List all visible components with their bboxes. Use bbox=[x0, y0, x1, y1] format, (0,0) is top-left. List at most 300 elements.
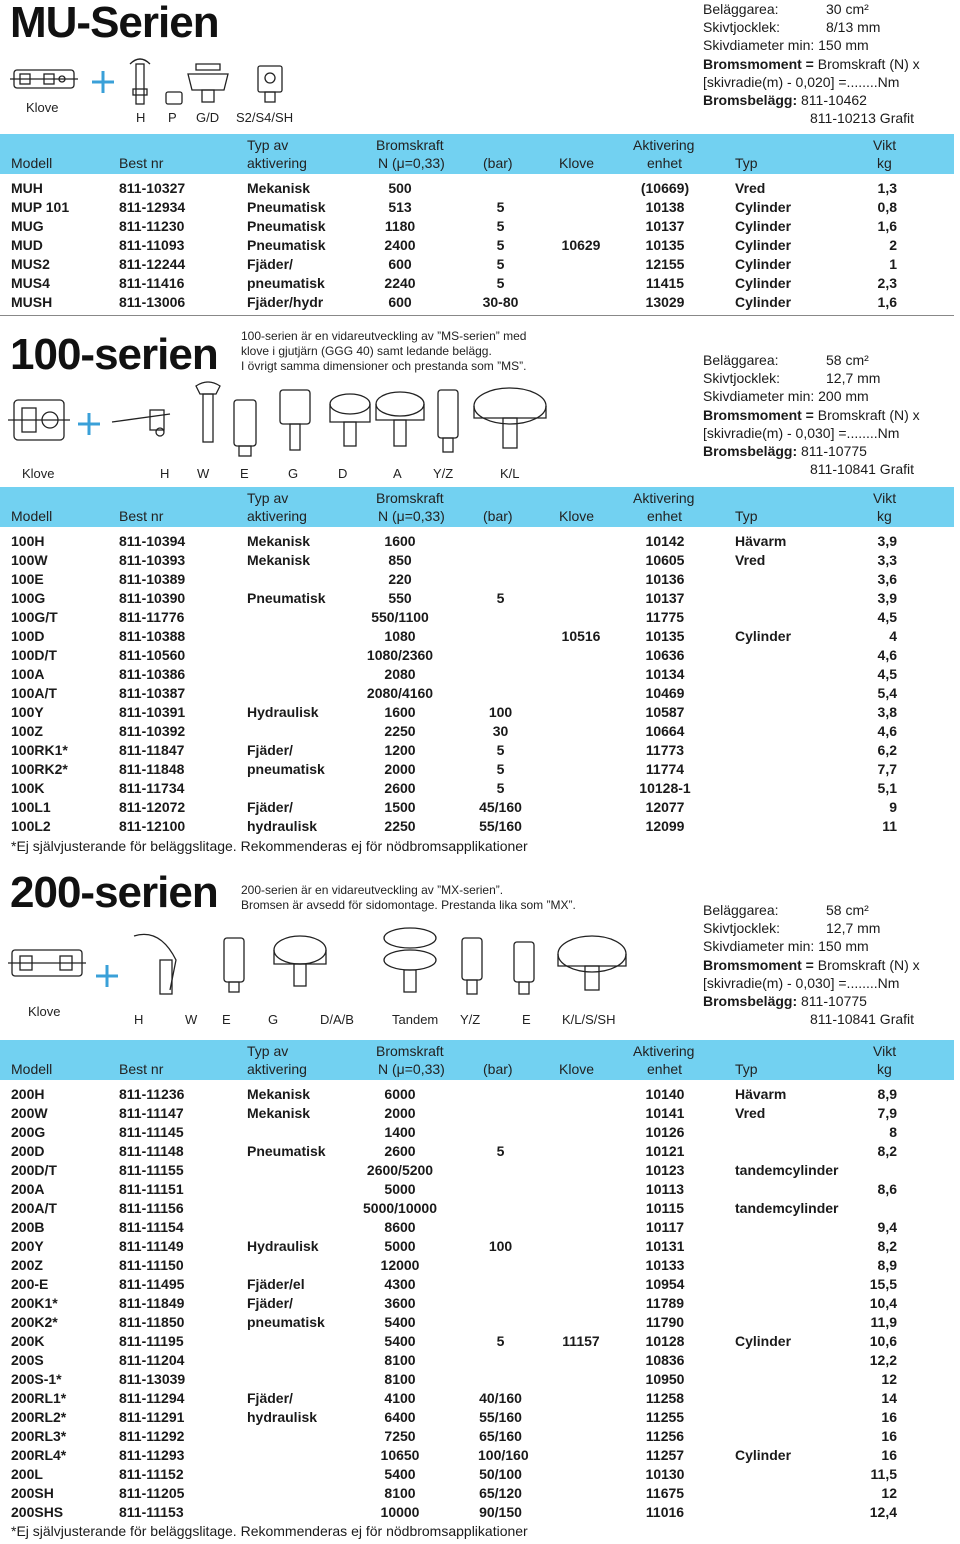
table-cell: 4300 bbox=[384, 1276, 416, 1292]
table-cell: 10126 bbox=[645, 1124, 685, 1140]
table-cell: 100L2 bbox=[11, 818, 51, 834]
table-cell: 100E bbox=[11, 571, 44, 587]
table-cell: 5000/10000 bbox=[363, 1200, 437, 1216]
table-row bbox=[0, 1446, 954, 1465]
label-h: H bbox=[160, 466, 170, 481]
table-cell: 55/160 bbox=[479, 818, 522, 834]
cylinder-e-drawing bbox=[514, 942, 534, 994]
lever-drawing bbox=[134, 934, 176, 994]
table-cell: Pneumatisk bbox=[247, 199, 326, 215]
table-cell: 5 bbox=[496, 199, 505, 215]
chamber-a-drawing bbox=[376, 392, 424, 446]
table-cell: 10469 bbox=[645, 685, 685, 701]
label-p: P bbox=[168, 110, 177, 125]
table-cell: 100 bbox=[488, 704, 513, 720]
table-cell: Hydraulisk bbox=[247, 1238, 319, 1254]
table-cell: 6,2 bbox=[877, 742, 897, 758]
table-cell: Pneumatisk bbox=[247, 1143, 326, 1159]
table-cell: 200Y bbox=[11, 1238, 44, 1254]
table-cell: 8,9 bbox=[877, 1257, 897, 1273]
table-cell: 200A/T bbox=[11, 1200, 57, 1216]
table-cell: 200RL1* bbox=[11, 1390, 67, 1406]
table-cell: 2250 bbox=[384, 723, 416, 739]
plus-icon bbox=[96, 965, 118, 987]
table-cell: 100A bbox=[11, 666, 45, 682]
table-cell: 811-10386 bbox=[119, 666, 186, 682]
table-row bbox=[0, 1275, 954, 1294]
table-cell: 100RK2* bbox=[11, 761, 68, 777]
table-cell: 811-11154 bbox=[119, 1219, 184, 1235]
table-row bbox=[0, 1427, 954, 1446]
table-cell: Cylinder bbox=[735, 628, 792, 644]
table-cell: 811-11850 bbox=[119, 1314, 185, 1330]
table-cell: Fjäder/ bbox=[247, 1390, 293, 1406]
table-cell: 811-10393 bbox=[119, 552, 186, 568]
table-row bbox=[0, 1465, 954, 1484]
label-w: W bbox=[185, 1012, 198, 1027]
table-cell: 10141 bbox=[645, 1105, 685, 1121]
table-cell: 8,2 bbox=[877, 1238, 897, 1254]
table-cell: hydraulisk bbox=[247, 818, 318, 834]
table-cell: 200RL4* bbox=[11, 1447, 67, 1463]
table-cell: 2600 bbox=[384, 780, 416, 796]
table-cell: 200K2* bbox=[11, 1314, 58, 1330]
table-cell: 16 bbox=[881, 1428, 897, 1444]
table-cell: 811-10389 bbox=[119, 571, 186, 587]
table-cell: 811-11230 bbox=[119, 218, 185, 234]
table-cell: 811-13039 bbox=[119, 1371, 186, 1387]
table-cell: 811-10327 bbox=[119, 180, 186, 196]
table-cell: 7,9 bbox=[877, 1105, 897, 1121]
table-cell: 1,6 bbox=[877, 218, 897, 234]
chamber-drawing bbox=[188, 64, 228, 102]
table-cell: 811-11236 bbox=[119, 1086, 185, 1102]
table-cell: 2080 bbox=[384, 666, 416, 682]
table-cell: 200L bbox=[11, 1466, 43, 1482]
table-cell: 11257 bbox=[645, 1447, 685, 1463]
product-illustrations-100 bbox=[0, 380, 560, 484]
table-row bbox=[0, 608, 954, 627]
label-h: H bbox=[136, 110, 146, 125]
table-row bbox=[0, 1389, 954, 1408]
table-cell: 100A/T bbox=[11, 685, 57, 701]
table-cell: Vred bbox=[735, 1105, 766, 1121]
table-cell: 811-10560 bbox=[119, 647, 186, 663]
table-cell: 5 bbox=[496, 780, 505, 796]
table-cell: 3600 bbox=[384, 1295, 416, 1311]
table-cell: 100D bbox=[11, 628, 45, 644]
table-cell: 5,1 bbox=[877, 780, 897, 796]
table-cell: 12155 bbox=[645, 256, 685, 272]
table-row bbox=[0, 627, 954, 646]
table-cell: Hävarm bbox=[735, 533, 787, 549]
table-cell: 8,6 bbox=[877, 1181, 897, 1197]
table-cell: 100G bbox=[11, 590, 46, 606]
table-cell: 4 bbox=[889, 628, 897, 644]
table-cell: 10138 bbox=[645, 199, 685, 215]
table-cell: 200W bbox=[11, 1105, 48, 1121]
table-cell: 8100 bbox=[384, 1352, 416, 1368]
table-row bbox=[0, 1313, 954, 1332]
table-row bbox=[0, 1332, 954, 1351]
table-cell: 100Z bbox=[11, 723, 43, 739]
table-cell: 1600 bbox=[384, 704, 416, 720]
table-cell: 12,4 bbox=[869, 1504, 897, 1520]
table-cell: 811-12934 bbox=[119, 199, 186, 215]
table-cell: Mekanisk bbox=[247, 533, 311, 549]
table-cell: 10137 bbox=[645, 218, 685, 234]
table-cell: 5 bbox=[496, 590, 505, 606]
table-cell: 2000 bbox=[384, 1105, 416, 1121]
table-row bbox=[0, 703, 954, 722]
table-cell: pneumatisk bbox=[247, 761, 325, 777]
table-cell: 200K1* bbox=[11, 1295, 58, 1311]
table-cell: 200D bbox=[11, 1143, 45, 1159]
table-cell: 10135 bbox=[645, 628, 685, 644]
caliper-drawing bbox=[10, 70, 78, 88]
table-cell: 4100 bbox=[384, 1390, 416, 1406]
table-row bbox=[0, 532, 954, 551]
intro-text-200: 200-serien är en vidareutveckling av ”MX-serien”. Bromsen är avsedd för sidomontage. Prestanda lika som ”MX”. bbox=[241, 883, 576, 912]
section-title-100: 100-serien bbox=[10, 330, 218, 379]
table-cell: 100Y bbox=[11, 704, 44, 720]
label-kl: K/L bbox=[500, 466, 520, 481]
table-cell: 100/160 bbox=[478, 1447, 529, 1463]
table-cell: 5 bbox=[496, 256, 505, 272]
table-cell: 200A bbox=[11, 1181, 45, 1197]
table-cell: 30 bbox=[492, 723, 509, 739]
table-cell: 10128 bbox=[645, 1333, 685, 1349]
table-cell: 55/160 bbox=[479, 1409, 522, 1425]
table-cell: 5 bbox=[496, 218, 505, 234]
table-cell: 11,5 bbox=[870, 1466, 897, 1482]
label-s2s4sh: S2/S4/SH bbox=[236, 110, 294, 125]
label-tandem: Tandem bbox=[392, 1012, 439, 1027]
table-cell: 12077 bbox=[645, 799, 685, 815]
table-cell: 100D/T bbox=[11, 647, 57, 663]
table-cell: 100K bbox=[11, 780, 45, 796]
table-cell: Fjäder/ bbox=[247, 256, 293, 272]
table-cell: 10954 bbox=[645, 1276, 685, 1292]
table-cell: 9 bbox=[889, 799, 897, 815]
table-cell: 200D/T bbox=[11, 1162, 57, 1178]
table-cell: 50/100 bbox=[479, 1466, 522, 1482]
table-cell: 14 bbox=[881, 1390, 897, 1406]
table-cell: 850 bbox=[388, 552, 412, 568]
table-cell: 811-10394 bbox=[119, 533, 186, 549]
chamber-d-drawing bbox=[330, 394, 370, 446]
table-cell: 200S bbox=[11, 1352, 44, 1368]
table-cell: 5400 bbox=[384, 1333, 416, 1349]
table-cell: 4,5 bbox=[877, 666, 897, 682]
table-cell: 5 bbox=[496, 1333, 505, 1349]
table-cell: Cylinder bbox=[735, 275, 792, 291]
table-cell: 8,2 bbox=[877, 1143, 897, 1159]
table-cell: 10135 bbox=[645, 237, 685, 253]
table-cell: 550 bbox=[388, 590, 412, 606]
table-cell: 200K bbox=[11, 1333, 45, 1349]
label-klove: Klove bbox=[28, 1004, 61, 1019]
label-e: E bbox=[222, 1012, 231, 1027]
table-cell: 7,7 bbox=[877, 761, 897, 777]
table-cell: 600 bbox=[388, 294, 412, 310]
table-cell: 811-11093 bbox=[119, 237, 185, 253]
table-cell: 4,6 bbox=[877, 723, 897, 739]
table-row bbox=[0, 1161, 954, 1180]
table-cell: 11675 bbox=[645, 1485, 685, 1501]
table-cell: 8,9 bbox=[877, 1086, 897, 1102]
lever-drawing bbox=[112, 410, 170, 436]
table-cell: 3,3 bbox=[877, 552, 897, 568]
small-cylinder-drawing bbox=[166, 92, 182, 104]
cylinder-e-drawing bbox=[234, 400, 256, 456]
table-cell: 13029 bbox=[645, 294, 685, 310]
table-cell: (10669) bbox=[640, 180, 690, 196]
table-row bbox=[0, 722, 954, 741]
table-cell: 811-12072 bbox=[119, 799, 186, 815]
table-cell: Fjäder/ bbox=[247, 799, 293, 815]
table-cell: 811-11150 bbox=[119, 1257, 184, 1273]
table-cell: 811-10388 bbox=[119, 628, 186, 644]
table-cell: 10142 bbox=[645, 533, 685, 549]
chamber-dab-drawing bbox=[274, 936, 326, 986]
table-cell: 3,9 bbox=[877, 590, 897, 606]
table-cell: 2400 bbox=[384, 237, 416, 253]
label-h: H bbox=[134, 1012, 144, 1027]
table-cell: 200-E bbox=[11, 1276, 49, 1292]
table-cell: 10,6 bbox=[869, 1333, 897, 1349]
table-cell: 811-10387 bbox=[119, 685, 186, 701]
table-cell: 5 bbox=[496, 237, 505, 253]
table-cell: Cylinder bbox=[735, 294, 792, 310]
table-row bbox=[0, 646, 954, 665]
table-cell: Mekanisk bbox=[247, 1105, 311, 1121]
table-cell: pneumatisk bbox=[247, 275, 325, 291]
table-row bbox=[0, 779, 954, 798]
section-title-200: 200-serien bbox=[10, 868, 218, 917]
table-cell: MUG bbox=[11, 218, 44, 234]
table-row bbox=[0, 684, 954, 703]
table-header-200: Typ av Bromskraft Aktivering Vikt Modell Best nr aktivering N (μ=0,33) (bar) Klove enhet Typ kg bbox=[0, 1040, 954, 1080]
table-cell: hydraulisk bbox=[247, 1409, 318, 1425]
table-cell: 200G bbox=[11, 1124, 46, 1140]
table-cell: 11774 bbox=[645, 761, 685, 777]
table-row bbox=[0, 1218, 954, 1237]
table-cell: 100L1 bbox=[11, 799, 51, 815]
table-cell: 8 bbox=[889, 1124, 897, 1140]
table-cell: tandemcylinder bbox=[735, 1200, 839, 1216]
table-cell: 2240 bbox=[384, 275, 416, 291]
table-cell: 811-11156 bbox=[119, 1200, 184, 1216]
table-cell: tandemcylinder bbox=[735, 1162, 839, 1178]
table-cell: 12 bbox=[881, 1371, 897, 1387]
table-cell: 600 bbox=[388, 256, 412, 272]
table-row bbox=[0, 665, 954, 684]
chamber-tandem-drawing bbox=[384, 928, 436, 992]
table-cell: Hydraulisk bbox=[247, 704, 319, 720]
table-cell: 5400 bbox=[384, 1466, 416, 1482]
table-cell: 811-11153 bbox=[119, 1504, 184, 1520]
section-divider bbox=[0, 315, 954, 316]
table-cell: 10134 bbox=[645, 666, 685, 682]
table-cell: 811-13006 bbox=[119, 294, 186, 310]
table-cell: 811-10392 bbox=[119, 723, 186, 739]
table-cell: 11157 bbox=[562, 1333, 600, 1349]
spec-block-mu: Beläggarea: 30 cm² Skivtjocklek: 8/13 mm Skivdiameter min: 150 mm Bromsmoment = Bromskraft (N) x [skivradie(m) - 0,020] =........Nm Bromsbelägg: 811-10462 811-10213 Grafit bbox=[703, 1, 920, 127]
table-cell: Pneumatisk bbox=[247, 590, 326, 606]
table-cell: 1,6 bbox=[877, 294, 897, 310]
table-cell: 4,6 bbox=[877, 647, 897, 663]
table-cell: 10587 bbox=[645, 704, 685, 720]
cylinder-yz-drawing bbox=[462, 938, 482, 994]
table-row bbox=[0, 1484, 954, 1503]
table-header-mu: Typ av Bromskraft Aktivering Vikt Modell Best nr aktivering N (μ=0,33) (bar) Klove enhet Typ kg bbox=[0, 134, 954, 174]
table-cell: 3,6 bbox=[877, 571, 897, 587]
table-cell: 200B bbox=[11, 1219, 45, 1235]
table-row bbox=[0, 1104, 954, 1123]
table-cell: 16 bbox=[881, 1409, 897, 1425]
table-cell: 10140 bbox=[645, 1086, 685, 1102]
table-cell: 220 bbox=[388, 571, 412, 587]
table-cell: 10136 bbox=[645, 571, 685, 587]
table-cell: 11255 bbox=[645, 1409, 685, 1425]
caliper-drawing bbox=[8, 400, 70, 440]
table-cell: 1080/2360 bbox=[366, 647, 434, 663]
table-row bbox=[0, 236, 954, 255]
table-cell: 12099 bbox=[645, 818, 685, 834]
table-cell: 11,9 bbox=[870, 1314, 897, 1330]
table-row bbox=[0, 1180, 954, 1199]
table-cell: 5000 bbox=[384, 1238, 416, 1254]
table-cell: MUP 101 bbox=[11, 199, 70, 215]
table-cell: 200RL3* bbox=[11, 1428, 67, 1444]
table-cell: 10131 bbox=[645, 1238, 685, 1254]
table-row bbox=[0, 1503, 954, 1522]
table-row bbox=[0, 1123, 954, 1142]
table-cell: 1 bbox=[889, 256, 897, 272]
table-cell: 10629 bbox=[561, 237, 601, 253]
table-body-200 bbox=[0, 1085, 954, 1522]
table-cell: 10650 bbox=[380, 1447, 420, 1463]
table-cell: Cylinder bbox=[735, 199, 792, 215]
table-cell: 10133 bbox=[645, 1257, 685, 1273]
table-cell: Cylinder bbox=[735, 218, 792, 234]
product-illustrations-mu bbox=[0, 44, 330, 126]
table-cell: Fjäder/hydr bbox=[247, 294, 324, 310]
table-cell: Fjäder/ bbox=[247, 742, 293, 758]
label-w: W bbox=[197, 466, 210, 481]
table-cell: 11258 bbox=[645, 1390, 685, 1406]
table-cell: MUS4 bbox=[11, 275, 50, 291]
table-cell: 6000 bbox=[384, 1086, 416, 1102]
table-cell: 811-11294 bbox=[119, 1390, 185, 1406]
table-cell: Cylinder bbox=[735, 256, 792, 272]
label-g: G bbox=[268, 1012, 279, 1027]
chamber-kl-drawing bbox=[558, 936, 626, 990]
table-cell: 811-11848 bbox=[119, 761, 185, 777]
cylinder-yz-drawing bbox=[438, 390, 458, 452]
table-cell: 811-11776 bbox=[119, 609, 185, 625]
table-cell: 811-12244 bbox=[119, 256, 186, 272]
table-cell: 5 bbox=[496, 742, 505, 758]
table-cell: 811-11495 bbox=[119, 1276, 185, 1292]
table-cell: 5 bbox=[496, 761, 505, 777]
table-cell: 10137 bbox=[645, 590, 685, 606]
spec-block-200: Beläggarea: 58 cm² Skivtjocklek: 12,7 mm Skivdiameter min: 150 mm Bromsmoment = Bromskraft (N) x [skivradie(m) - 0,030] =........Nm Bromsbelägg: 811-10775 811-10841 Grafit bbox=[703, 902, 920, 1028]
table-cell: 811-11291 bbox=[119, 1409, 185, 1425]
table-cell: 100 bbox=[488, 1238, 513, 1254]
table-cell: 10128-1 bbox=[639, 780, 691, 796]
table-cell: 550/1100 bbox=[371, 609, 429, 625]
table-cell: 10516 bbox=[561, 628, 601, 644]
table-cell: 5 bbox=[496, 275, 505, 291]
knob-drawing bbox=[196, 382, 220, 442]
table-cell: 3,8 bbox=[877, 704, 897, 720]
table-cell: 9,4 bbox=[877, 1219, 897, 1235]
table-row bbox=[0, 1199, 954, 1218]
table-cell: 811-11152 bbox=[119, 1466, 184, 1482]
table-cell: 11415 bbox=[645, 275, 685, 291]
table-cell: 8100 bbox=[384, 1485, 416, 1501]
table-cell: 200RL2* bbox=[11, 1409, 67, 1425]
table-cell: 200S-1* bbox=[11, 1371, 62, 1387]
table-cell: 100W bbox=[11, 552, 48, 568]
table-cell: Pneumatisk bbox=[247, 218, 326, 234]
lever-drawing bbox=[130, 59, 150, 104]
table-cell: 5400 bbox=[384, 1314, 416, 1330]
cylinder-drawing bbox=[258, 66, 282, 102]
table-row bbox=[0, 1237, 954, 1256]
table-cell: pneumatisk bbox=[247, 1314, 325, 1330]
table-cell: 3,9 bbox=[877, 533, 897, 549]
table-cell: 1400 bbox=[384, 1124, 416, 1140]
table-cell: Mekanisk bbox=[247, 552, 311, 568]
table-cell: 811-11149 bbox=[119, 1238, 184, 1254]
table-cell: 65/160 bbox=[479, 1428, 522, 1444]
table-row bbox=[0, 1142, 954, 1161]
table-cell: 811-11416 bbox=[119, 275, 185, 291]
table-cell: Vred bbox=[735, 180, 766, 196]
table-cell: 513 bbox=[388, 199, 412, 215]
table-cell: 30-80 bbox=[482, 294, 519, 310]
table-cell: 4,5 bbox=[877, 609, 897, 625]
table-cell: 2,3 bbox=[877, 275, 897, 291]
table-cell: Vred bbox=[735, 552, 766, 568]
caliper-drawing bbox=[8, 950, 86, 976]
table-row bbox=[0, 217, 954, 236]
table-cell: 11016 bbox=[645, 1504, 685, 1520]
table-cell: 200H bbox=[11, 1086, 45, 1102]
table-body-mu bbox=[0, 179, 954, 312]
table-cell: 811-11293 bbox=[119, 1447, 185, 1463]
table-row bbox=[0, 589, 954, 608]
table-cell: MUS2 bbox=[11, 256, 50, 272]
table-cell: 45/160 bbox=[479, 799, 522, 815]
table-row bbox=[0, 1408, 954, 1427]
table-cell: 1600 bbox=[384, 533, 416, 549]
table-cell: 1200 bbox=[384, 742, 416, 758]
table-row bbox=[0, 741, 954, 760]
label-e2: E bbox=[522, 1012, 531, 1027]
table-cell: 0,8 bbox=[877, 199, 897, 215]
table-cell: 811-11849 bbox=[119, 1295, 185, 1311]
cylinder-g-drawing bbox=[280, 390, 310, 450]
table-cell: 8100 bbox=[384, 1371, 416, 1387]
table-cell: 5,4 bbox=[877, 685, 897, 701]
table-row bbox=[0, 1085, 954, 1104]
table-cell: MUSH bbox=[11, 294, 53, 310]
cylinder-g-drawing bbox=[224, 938, 244, 992]
